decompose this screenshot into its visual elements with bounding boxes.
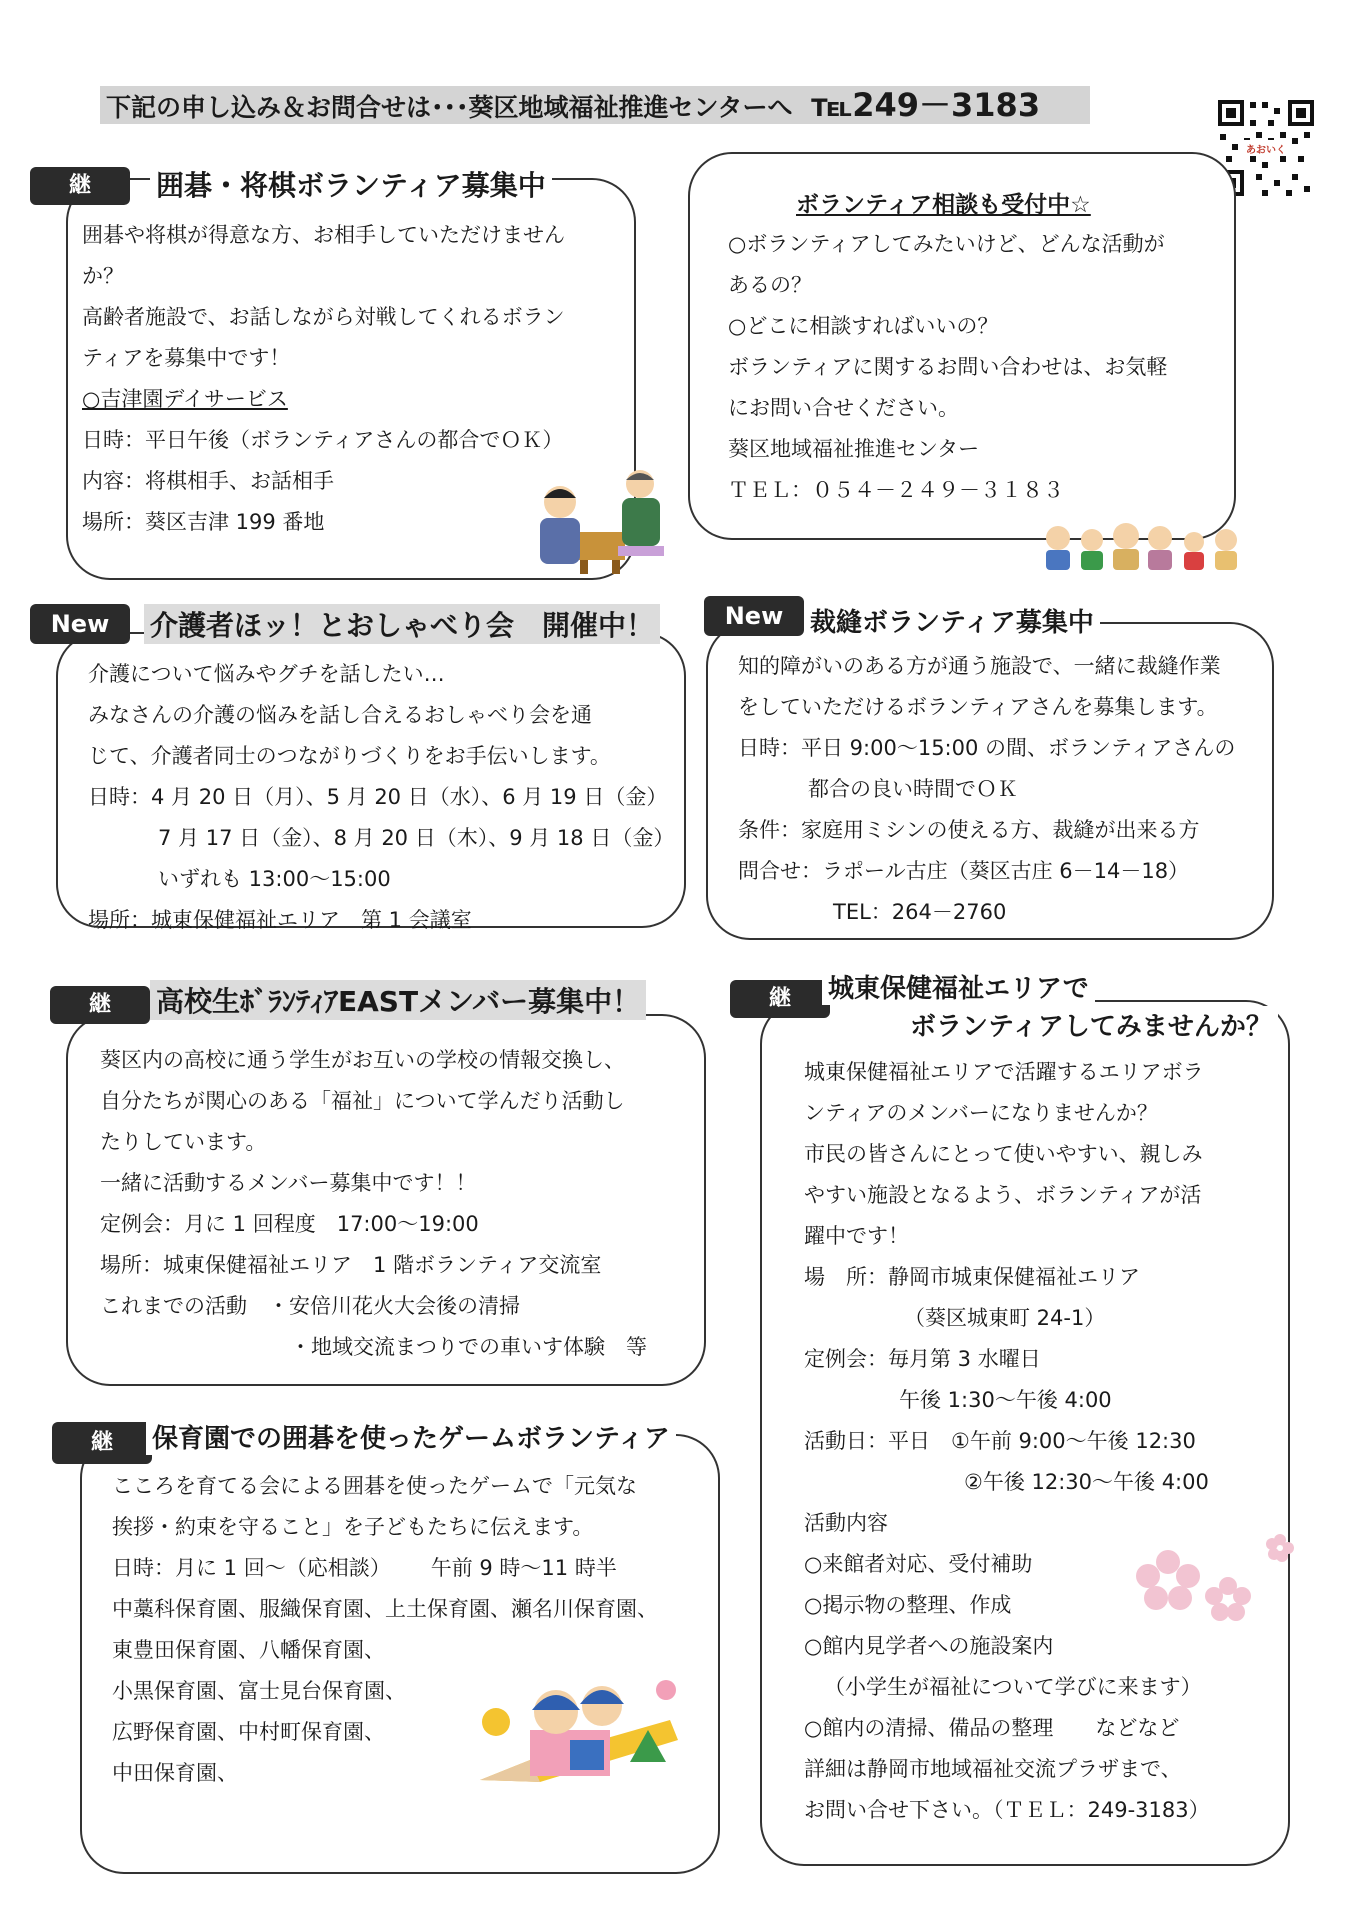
text-line: これまでの活動 ・安倍川花火大会後の清掃 [100,1294,520,1318]
text-line: 内容：将棋相手、お話相手 [82,469,334,493]
text-line: 詳細は静岡市地域福祉交流プラザまで、 [804,1757,1182,1781]
text-line: 条件：家庭用ミシンの使える方、裁縫が出来る方 [738,818,1200,842]
text-line: あるの？ [728,273,812,297]
igo-shogi-title: 囲碁・将棋ボランティア募集中 [150,164,552,204]
nursery-title: 保育園での囲碁を使ったゲームボランティア [146,1418,676,1455]
new-badge: New [704,596,804,636]
joto-title-line2: ボランティアしてみませんか？ [904,1006,1278,1043]
text-line: ○どこに相談すればいいの？ [728,314,999,338]
text-line: 場所：城東保健福祉エリア 1 階ボランティア交流室 [100,1253,602,1277]
text-line: 知的障がいのある方が通う施設で、一緒に裁縫作業 [738,654,1221,678]
text-line: ・地域交流まつりでの車いす体験 等 [290,1335,647,1359]
text-line: ティアを募集中です！ [82,346,291,370]
kids-illustration [470,1670,690,1800]
text-line: 小黒保育園、富士見台保育園、 [112,1679,406,1703]
text-line: 7 月 17 日（金）、8 月 20 日（木）、9 月 18 日（金） [158,826,675,850]
consult-title: ボランティア相談も受付中☆ [790,186,1097,219]
text-line: 一緒に活動するメンバー募集中です！！ [100,1171,477,1195]
continuing-badge: 継 [50,986,150,1024]
text-line: ンティアのメンバーになりませんか？ [804,1101,1158,1125]
text-line: ○来館者対応、受付補助 [804,1552,1033,1576]
text-line: 広野保育園、中村町保育園、 [112,1720,385,1744]
text-line: ○館内見学者への施設案内 [804,1634,1054,1658]
text-line: 都合の良い時間でＯＫ [808,777,1018,801]
text-line: 東豊田保育園、八幡保育園、 [112,1638,385,1662]
header-tel: ℡249－3183 [811,86,1041,124]
text-line: みなさんの介護の悩みを話し合えるおしゃべり会を通 [88,703,592,727]
text-line: （葵区城東町 24-1） [904,1306,1106,1330]
text-line: 定例会：月に 1 回程度 17:00～19:00 [100,1212,479,1236]
text-line: お問い合せ下さい。（ＴＥＬ：249-3183） [804,1798,1210,1822]
text-line: ボランティアに関するお問い合わせは、お気軽 [728,355,1168,379]
text-line: こころを育てる会による囲碁を使ったゲームで「元気な [112,1474,637,1498]
text-line: 市民の皆さんにとって使いやすい、親しみ [804,1142,1203,1166]
caregiver-title: 介護者ほッ！とおしゃべり会 開催中！ [144,604,660,644]
continuing-badge: 継 [30,167,130,205]
text-line: 挨拶・約束を守ること」を子どもたちに伝えます。 [112,1515,594,1539]
text-line: 日時：4 月 20 日（月）、5 月 20 日（水）、6 月 19 日（金） [88,785,668,809]
text-line: じて、介護者同士のつながりづくりをお手伝いします。 [88,744,611,768]
text-line: 午後 1:30～午後 4:00 [899,1388,1112,1412]
text-line: 午前 9 時～11 時半 [430,1556,617,1580]
text-line: をしていただけるボランティアさんを募集します。 [738,695,1218,719]
text-line: やすい施設となるよう、ボランティアが活 [804,1183,1202,1207]
sewing-title: 裁縫ボランティア募集中 [804,602,1100,639]
text-line: 定例会：毎月第 3 水曜日 [804,1347,1041,1371]
text-line: 問合せ：ラポール古庄（葵区古庄 6－14－18） [738,859,1190,883]
continuing-badge: 継 [52,1422,152,1464]
text-line: 葵区地域福祉推進センター [728,437,980,461]
text-line: ②午後 12:30～午後 4:00 [964,1470,1209,1494]
text-line: ○ボランティアしてみたいけど、どんな活動が [728,232,1165,256]
text-line: ＴＥＬ：０５４－２４９－３１８３ [728,478,1064,502]
qr-caption: あおいく [1246,145,1286,156]
text-line: 活動内容 [804,1511,888,1535]
highschool-title: 高校生ﾎﾞﾗﾝﾃｨｱEASTメンバー募集中！ [150,980,646,1020]
shogi-players-illustration [530,462,670,582]
people-illustration [1040,520,1250,572]
text-line: 日時：月に 1 回～（応相談） [112,1556,391,1580]
page-header [100,86,1090,124]
cherry-blossom-illustration [1130,1520,1300,1630]
text-line: 場 所：静岡市城東保健福祉エリア [804,1265,1140,1289]
text-line: TEL：264－2760 [833,900,1007,924]
text-line: （小学生が福祉について学びに来ます） [824,1675,1202,1699]
facility-name: ○吉津園デイサービス [82,387,288,411]
text-line: 場所：葵区吉津 199 番地 [82,510,325,534]
text-line: 自分たちが関心のある「福祉」について学んだり活動し [100,1089,625,1113]
highschool-body [100,1040,647,1368]
text-line: 日時：平日 9:00～15:00 の間、ボランティアさんの [738,736,1236,760]
text-line: 葵区内の高校に通う学生がお互いの学校の情報交換し、 [100,1048,625,1072]
text-line: 活動日：平日 ①午前 9:00～午後 12:30 [804,1429,1196,1453]
text-line: ○館内の清掃、備品の整理 などなど [804,1716,1180,1740]
text-line: か？ [82,264,124,288]
header-text: 下記の申し込み＆お問合せは･･･葵区地域福祉推進センターへ [106,93,793,122]
text-line: 城東保健福祉エリアで活躍するエリアボラ [804,1060,1204,1084]
sewing-body [738,646,1235,933]
joto-title-line1: 城東保健福祉エリアで [822,968,1095,1005]
joto-body [804,1052,1210,1831]
text-line: 高齢者施設で、お話しながら対戦してくれるボラン [82,305,565,329]
text-line: 中田保育園、 [112,1761,238,1785]
text-line: 介護について悩みやグチを話したい… [88,662,445,686]
text-line: 中藁科保育園、服織保育園、上土保育園、瀬名川保育園、 [112,1597,658,1621]
text-line: いずれも 13:00～15:00 [158,867,391,891]
consult-body [728,224,1167,511]
text-line: 囲碁や将棋が得意な方、お相手していただけません [82,223,565,247]
text-line: 場所：城東保健福祉エリア 第 1 会議室 [88,908,472,932]
text-line: ○掲示物の整理、作成 [804,1593,1012,1617]
text-line: にお問い合せください。 [728,396,959,420]
new-badge: New [30,604,130,644]
text-line: 躍中です！ [804,1224,909,1248]
continuing-badge: 継 [730,980,830,1018]
text-line: 日時：平日午後（ボランティアさんの都合でＯＫ） [82,428,564,452]
caregiver-body [88,654,674,941]
igo-shogi-body [82,215,565,543]
text-line: たりしています。 [100,1130,267,1154]
